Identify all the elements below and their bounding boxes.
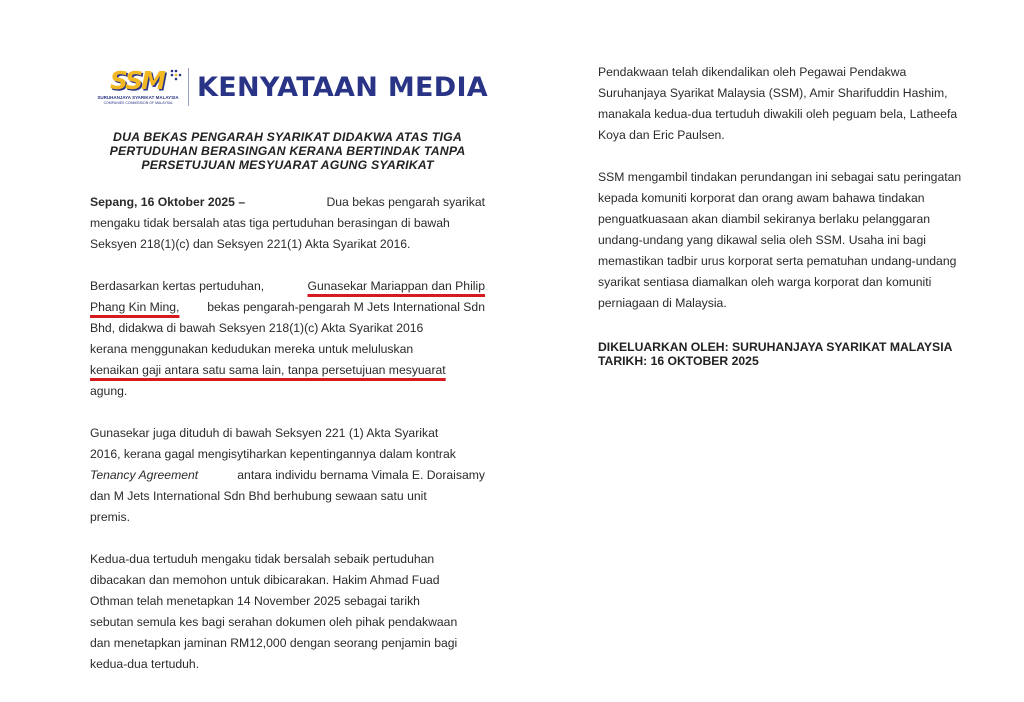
italic-term: Tenancy Agreement: [90, 468, 199, 482]
text-line: Dua bekas pengarah syarikat: [326, 195, 485, 209]
text-line: dan menetapkan jaminan RM12,000 dengan seorang penjamin bagi: [90, 636, 458, 650]
ssm-logo: [90, 65, 186, 109]
text-line: Kedua-dua tertuduh mengaku tidak bersalah sebaik pertuduhan: [90, 552, 435, 566]
press-header: [90, 62, 489, 112]
highlighted-names: Phang Kin Ming,: [90, 300, 180, 314]
text-line: Pendakwaan telah dikendalikan oleh Pegawai Pendakwa: [598, 65, 907, 79]
header-divider: [188, 68, 189, 106]
page-title: KENYATAAN MEDIA: [197, 71, 489, 103]
logo-subtitle: SURUHANJAYA SYARIKAT MALAYSIA: [97, 95, 179, 100]
highlighted-names: Gunasekar Mariappan dan Philip: [307, 279, 485, 293]
text-line: Berdasarkan kertas pertuduhan,: [90, 279, 265, 293]
issued-date: TARIKH: 16 OKTOBER 2025: [598, 354, 759, 368]
highlighted-text: kenaikan gaji antara satu sama lain, tanpa persetujuan mesyuarat: [90, 363, 446, 377]
text-line: mengaku tidak bersalah atas tiga pertuduhan berasingan di bawah: [90, 216, 450, 230]
paragraph-4: [90, 549, 485, 675]
text-line: Gunasekar juga dituduh di bawah Seksyen 221 (1) Akta Syarikat: [90, 426, 439, 440]
text-line: Suruhanjaya Syarikat Malaysia (SSM), Amir Sharifuddin Hashim,: [598, 86, 948, 100]
right-column: [598, 62, 992, 368]
text-line: undang-undang yang dikawal selia oleh SSM. Usaha ini bagi: [598, 233, 926, 247]
issued-by-block: [598, 340, 992, 368]
paragraph-3: [90, 423, 485, 528]
text-line: penguatkuasaan akan diambil sekiranya berlaku pelanggaran: [598, 212, 931, 226]
text-line: antara individu bernama Vimala E. Doraisamy: [237, 468, 485, 482]
text-line: kerana menggunakan kedudukan mereka untuk meluluskan: [90, 342, 414, 356]
issued-by: DIKELUARKAN OLEH: SURUHANJAYA SYARIKAT MALAYSIA: [598, 340, 953, 354]
logo-dots-icon: [170, 69, 182, 81]
paragraph-6: [598, 167, 992, 314]
left-column: [90, 62, 489, 675]
headline-line: PERTUDUHAN BERASINGAN KERANA BERTINDAK TANPA: [109, 144, 466, 158]
text-line: Bhd, didakwa di bawah Seksyen 218(1)(c) Akta Syarikat 2016: [90, 321, 424, 335]
text-line: dan M Jets International Sdn Bhd berhubung sewaan satu unit: [90, 489, 427, 503]
headline-line: DUA BEKAS PENGARAH SYARIKAT DIDAKWA ATAS TIGA: [113, 130, 462, 144]
headline: [90, 130, 485, 172]
text-line: perniagaan di Malaysia.: [598, 296, 727, 310]
text-line: Koya dan Eric Paulsen.: [598, 128, 725, 142]
text-line: kepada komuniti korporat dan orang awam bahawa tindakan: [598, 191, 925, 205]
text-line: Othman telah menetapkan 14 November 2025 sebagai tarikh: [90, 594, 420, 608]
paragraph-5: [598, 62, 992, 146]
text-line: syarikat sentiasa diamalkan oleh warga korporat dan komuniti: [598, 275, 932, 289]
text-line: memastikan tadbir urus korporat serta pematuhan undang-undang: [598, 254, 957, 268]
text-line: Seksyen 218(1)(c) dan Seksyen 221(1) Akta Syarikat 2016.: [90, 237, 411, 251]
logo-subtitle-en: COMPANIES COMMISSION OF MALAYSIA: [103, 101, 173, 105]
paragraph-2: [90, 276, 485, 402]
headline-line: PERSETUJUAN MESYUARAT AGUNG SYARIKAT: [141, 158, 434, 172]
text-line: kedua-dua tertuduh.: [90, 657, 200, 671]
text-line: bekas pengarah-pengarah M Jets International Sdn: [207, 300, 485, 314]
text-line: SSM mengambil tindakan perundangan ini sebagai satu peringatan: [598, 170, 962, 184]
text-line: premis.: [90, 510, 130, 524]
text-line: sebutan semula kes bagi serahan dokumen oleh pihak pendakwaan: [90, 615, 458, 629]
text-line: agung.: [90, 384, 128, 398]
text-line: dibacakan dan memohon untuk dibicarakan. Hakim Ahmad Fuad: [90, 573, 440, 587]
text-line: manakala kedua-dua tertuduh diwakili oleh peguam bela, Latheefa: [598, 107, 958, 121]
dateline: Sepang, 16 Oktober 2025 –: [90, 195, 246, 209]
paragraph-1: [90, 192, 485, 255]
text-line: 2016, kerana gagal mengisytiharkan kepentingannya dalam kontrak: [90, 447, 456, 461]
logo-wordmark: SSM: [110, 66, 164, 95]
